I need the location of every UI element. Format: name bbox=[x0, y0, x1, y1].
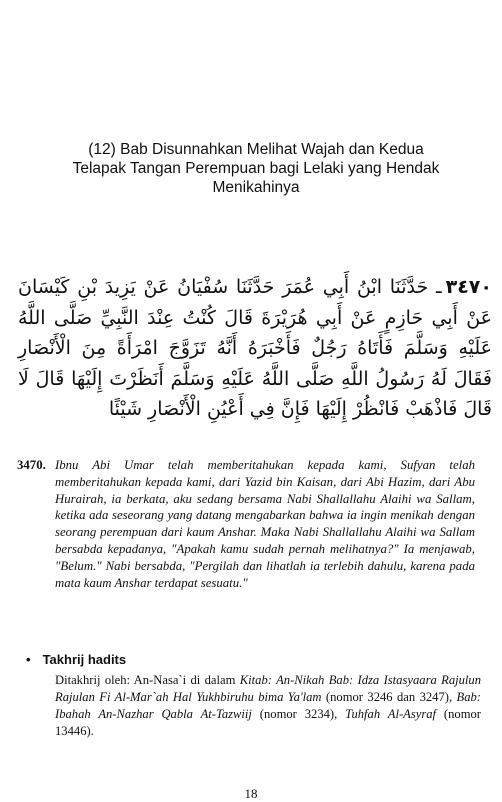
takhrij-kitab-title: Kitab: An-Nikah Bab: Idza Istasyaara Rajulun Rajulan Fi Al-Mar`ah Hal Yukhbiruhu bima Ya'lam bbox=[55, 673, 481, 704]
takhrij-part-2: (nomor 3246 dan 3247), bbox=[321, 690, 457, 704]
takhrij-tuhfah-title: Tuhfah Al-Asyraf bbox=[345, 707, 437, 721]
hadith-arabic-number: ٣٤٧٠ bbox=[445, 276, 492, 298]
chapter-title-line-1: (12) Bab Disunnahkan Melihat Wajah dan Kedua bbox=[88, 141, 424, 158]
chapter-title-line-3: Menikahinya bbox=[212, 179, 300, 196]
page-number: 18 bbox=[244, 786, 258, 801]
takhrij-text bbox=[55, 672, 481, 740]
chapter-title bbox=[40, 140, 472, 197]
takhrij-bab-title: Bab: Ibahah An-Nazhar Qabla At-Tazwiij bbox=[55, 690, 481, 721]
hadith-arabic bbox=[18, 272, 492, 425]
chapter-title-line-2: Telapak Tangan Perempuan bagi Lelaki yang Hendak bbox=[72, 160, 440, 177]
takhrij-heading bbox=[26, 652, 126, 667]
hadith-translation bbox=[17, 457, 475, 591]
takhrij-part-4: (nomor 13446). bbox=[55, 707, 481, 738]
bullet-icon: • bbox=[26, 652, 31, 667]
takhrij-part-1: Ditakhrij oleh: An-Nasa`i di dalam bbox=[55, 673, 240, 687]
takhrij-heading-label: Takhrij hadits bbox=[42, 652, 127, 667]
hadith-translation-number: 3470. bbox=[17, 458, 46, 472]
hadith-arabic-text: ـ حَدَّثَنَا ابْنُ أَبِي عُمَرَ حَدَّثَنَا سُفْيَانُ عَنْ يَزِيدَ بْنِ كَيْسَانَ عَنْ أَبِي حَازِمٍ عَنْ أَبِي هُرَيْرَةَ قَالَ كُنْتُ عِنْدَ النَّبِيِّ صَلَّى اللَّهُ عَلَيْهِ وَسَلَّمَ فَأَتَاهُ رَجُلٌ فَأَخْبَرَهُ أَنَّهُ تَزَوَّجَ امْرَأَةً مِنَ الْأَنْصَارِ فَقَالَ لَهُ رَسُولُ اللَّهِ صَلَّى اللَّهُ عَلَيْهِ وَسَلَّمَ أَنَظَرْتَ إِلَيْهَا قَالَ لَا قَالَ فَاذْهَبْ فَانْظُرْ إِلَيْهَا فَإِنَّ فِي أَعْيُنِ الْأَنْصَارِ شَيْئًا bbox=[18, 276, 492, 420]
hadith-translation-text: Ibnu Abi Umar telah memberitahukan kepada kami, Sufyan telah memberitahukan kepada kami, dari Yazid bin Kaisan, dari Abi Hazim, dari Abu Hurairah, ia berkata, aku sedang bersama Nabi Shallallahu Alaihi wa Sallam, ketika ada seseorang yang datang mengabarkan bahwa ia ingin menikah dengan seorang perempuan dari kaum Anshar. Maka Nabi Shallallahu Alaihi wa Sallam bersabda kepadanya, "Apakah kamu sudah pernah melihatnya?" Ia menjawab, "Belum." Nabi bersabda, "Pergilah dan lihatlah ia terlebih dahulu, karena pada mata kaum Anshar terdapat sesuatu." bbox=[55, 458, 475, 590]
takhrij-part-3: (nomor 3234), bbox=[251, 707, 346, 721]
